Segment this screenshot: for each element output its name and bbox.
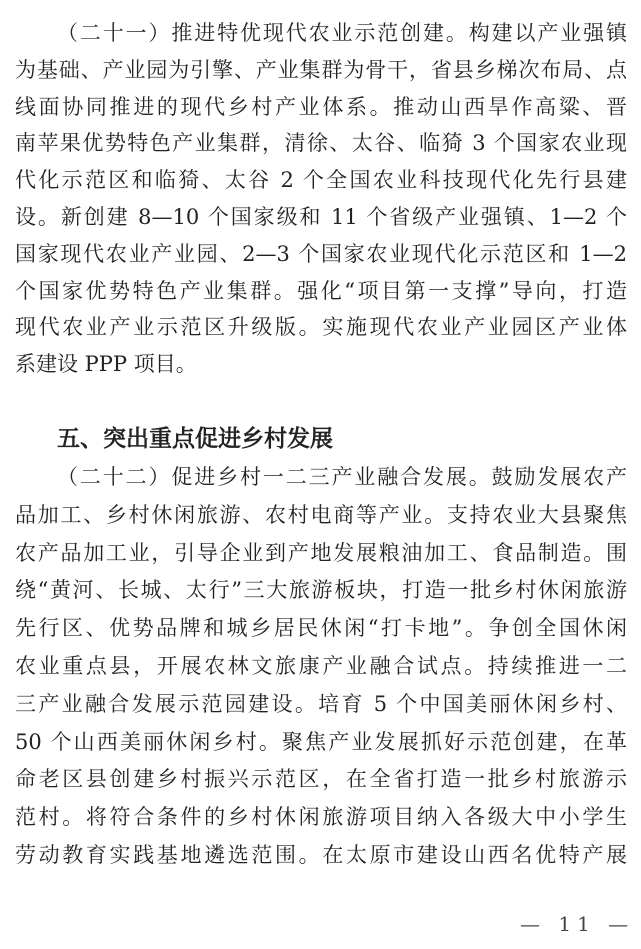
text-line: 范村。将符合条件的乡村休闲旅游项目纳入各级大中小学生 [15,805,627,830]
text-line: 南苹果优势特色产业集群，清徐、太谷、临猗 3 个国家农业现 [15,131,627,156]
section-heading: 五、突出重点促进乡村发展 [57,426,333,452]
text-line: 为基础、产业园为引擎、产业集群为骨干，省县乡梯次布局、点 [15,57,627,82]
text-line: 现代农业产业示范区升级版。实施现代农业产业园区产业体 [15,315,627,340]
text-line: （二十二）促进乡村一二三产业融合发展。鼓励发展农产 [57,465,627,489]
text-line: 50 个山西美丽休闲乡村。聚焦产业发展抓好示范创建，在革 [15,729,627,754]
text-line: 绕“黄河、长城、太行”三大旅游板块，打造一批乡村休闲旅游 [15,578,627,603]
text-line: 劳动教育实践基地遴选范围。在太原市建设山西名优特产展 [15,843,627,867]
text-line: 设。新创建 8—10 个国家级和 11 个省级产业强镇、1—2 个 [15,205,627,229]
text-line: 命老区县创建乡村振兴示范区，在全省打造一批乡村旅游示 [15,767,627,792]
page-number: — 11 — [520,912,635,936]
text-line: 三产业融合发展示范园建设。培育 5 个中国美丽休闲乡村、 [15,691,627,716]
text-line: 国家现代农业产业园、2—3 个国家农业现代化示范区和 1—2 [15,241,627,266]
text-line: 先行区、优势品牌和城乡居民休闲“打卡地”。争创全国休闲 [15,616,627,641]
text-line: 个国家优势特色产业集群。强化“项目第一支撑”导向，打造 [15,278,627,303]
text-line: 线面协同推进的现代乡村产业体系。推动山西旱作高粱、晋 [15,94,627,119]
text-line: 农产品加工业，引导企业到产地发展粮油加工、食品制造。围 [15,540,627,565]
text-line: 系建设 PPP 项目。 [15,352,197,377]
text-line: 农业重点县，开展农林文旅康产业融合试点。持续推进一二 [15,654,627,678]
text-line: 品加工、乡村休闲旅游、农村电商等产业。支持农业大县聚焦 [15,502,627,527]
text-line: 代化示范区和临猗、太谷 2 个全国农业科技现代化先行县建 [15,168,627,193]
text-line: （二十一）推进特优现代农业示范创建。构建以产业强镇 [57,21,627,45]
